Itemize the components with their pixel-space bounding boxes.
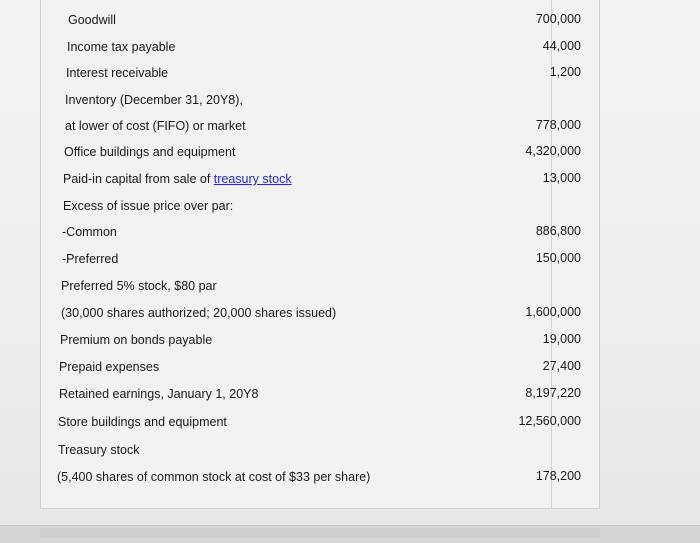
row-label: Store buildings and equipment — [58, 415, 227, 429]
table-row — [41, 6, 599, 33]
table-row — [41, 463, 599, 490]
row-label: Preferred 5% stock, $80 par — [61, 279, 217, 293]
table-row — [41, 408, 599, 435]
row-label-prefix: Paid-in capital from sale of — [63, 172, 214, 186]
row-amount: 27,400 — [542, 359, 581, 373]
table-row — [41, 245, 599, 272]
row-label: at lower of cost (FIFO) or market — [65, 119, 246, 133]
row-amount: 19,000 — [542, 332, 581, 346]
table-row — [41, 436, 599, 463]
row-label: Retained earnings, January 1, 20Y8 — [59, 387, 259, 401]
row-label: -Common — [62, 225, 117, 239]
table-row — [41, 272, 599, 299]
row-label: Income tax payable — [67, 40, 176, 54]
row-amount: 4,320,000 — [525, 144, 581, 158]
account-balances-table — [40, 0, 600, 509]
table-row — [41, 326, 599, 353]
row-label: Premium on bonds payable — [60, 333, 213, 347]
row-amount: 178,200 — [535, 469, 581, 483]
table-row — [41, 380, 599, 407]
scrollbar-track[interactable] — [40, 528, 600, 538]
row-label: (5,400 shares of common stock at cost of $33 per share) — [57, 470, 371, 484]
row-amount: 778,000 — [535, 118, 581, 132]
table-row — [41, 353, 599, 380]
table-row — [41, 112, 599, 139]
row-label — [63, 172, 292, 186]
row-amount: 1,200 — [549, 65, 581, 79]
row-label: Prepaid expenses — [59, 360, 160, 374]
table-row — [41, 299, 599, 326]
row-amount: 12,560,000 — [518, 414, 581, 428]
row-label: Office buildings and equipment — [64, 145, 236, 159]
row-amount: 150,000 — [535, 251, 581, 265]
row-label: Excess of issue price over par: — [63, 199, 234, 213]
table-row — [41, 59, 599, 86]
row-label: Treasury stock — [58, 443, 140, 457]
row-label: -Preferred — [62, 252, 119, 266]
row-amount: 886,800 — [535, 224, 581, 238]
table-row — [41, 86, 599, 113]
table-row — [41, 165, 599, 192]
bottom-scrollbar[interactable] — [0, 525, 700, 543]
row-amount: 44,000 — [542, 39, 581, 53]
row-label: Goodwill — [68, 13, 116, 27]
row-amount: 1,600,000 — [525, 305, 581, 319]
row-amount: 8,197,220 — [525, 386, 581, 400]
table-row — [41, 192, 599, 219]
table-row — [41, 218, 599, 245]
row-label: Inventory (December 31, 20Y8), — [65, 93, 243, 107]
row-amount: 700,000 — [535, 12, 581, 26]
row-amount: 13,000 — [542, 171, 581, 185]
table-row — [41, 138, 599, 165]
row-label: Interest receivable — [66, 66, 169, 80]
treasury-stock-link[interactable]: treasury stock — [213, 172, 292, 186]
row-label: (30,000 shares authorized; 20,000 shares issued) — [61, 306, 337, 320]
table-row — [41, 33, 599, 60]
